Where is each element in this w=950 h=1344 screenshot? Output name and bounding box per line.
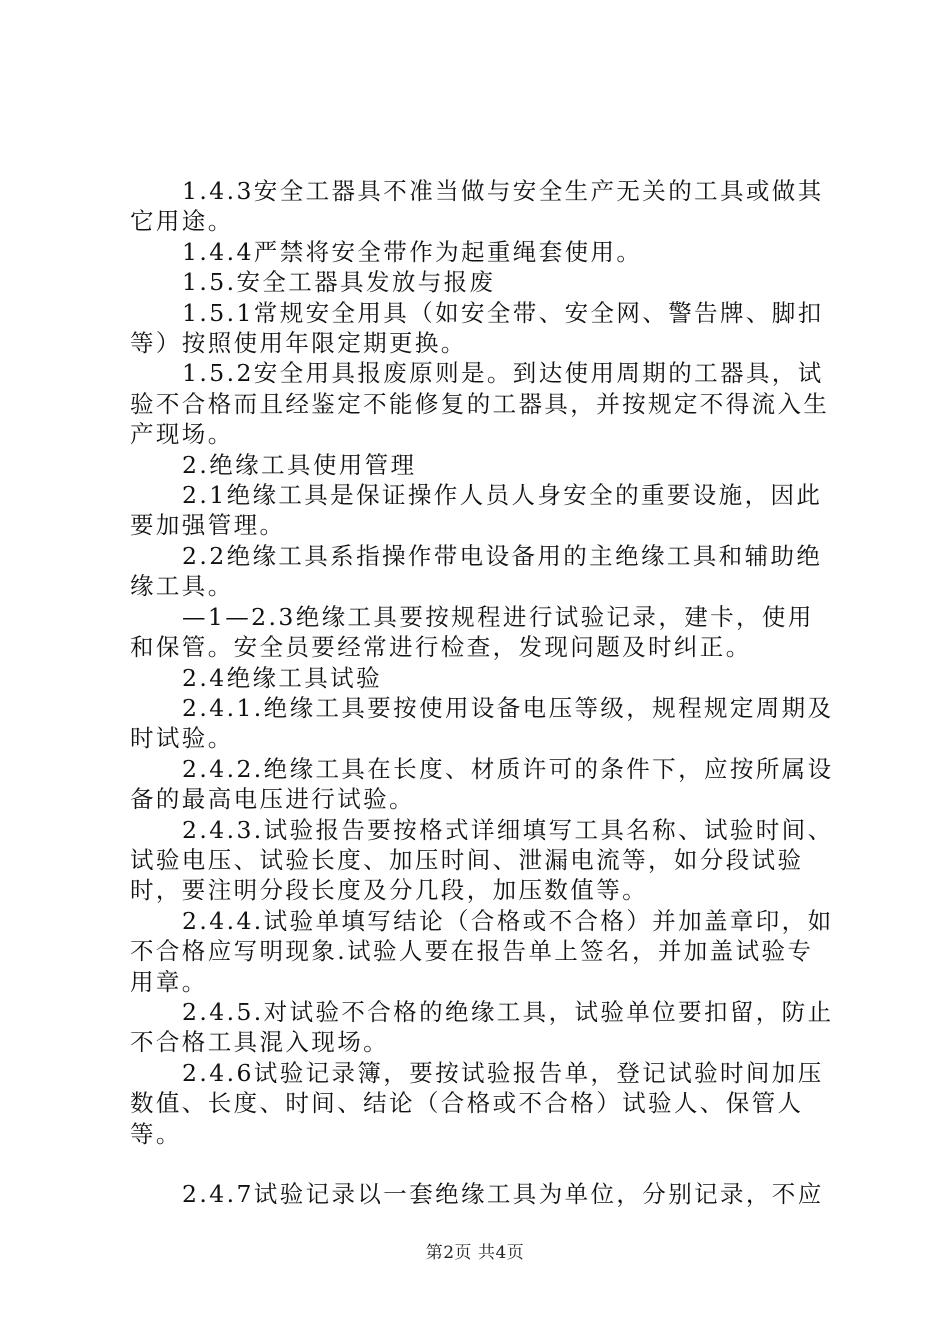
paragraph-2-4-1: 2.4.1.绝缘工具要按使用设备电压等级，规程规定周期及时试验。	[130, 693, 834, 753]
document-body	[130, 176, 835, 1209]
paragraph-2-4-2: 2.4.2.绝缘工具在长度、材质许可的条件下，应按所属设备的最高电压进行试验。	[130, 754, 834, 814]
paragraph-2-4-6: 2.4.6试验记录簿，要按试验报告单，登记试验时间加压数值、长度、时间、结论（合格或不合格）试验人、保管人等。	[130, 1058, 824, 1148]
paragraph-1-4-4: 1.4.4严禁将安全带作为起重绳套使用。	[182, 237, 643, 266]
heading-1-5: 1.5.安全工器具发放与报废	[182, 268, 496, 297]
paragraph-2-4-5: 2.4.5.对试验不合格的绝缘工具，试验单位要扣留，防止不合格工具混入现场。	[130, 997, 834, 1057]
paragraph-2-2: 2.2绝缘工具系指操作带电设备用的主绝缘工具和辅助绝缘工具。	[130, 541, 823, 601]
paragraph-2-4-3: 2.4.3.试验报告要按格式详细填写工具名称、试验时间、试验电压、试验长度、加压时间、泄漏电流等，如分段试验时，要注明分段长度及分几段，加压数值等。	[130, 815, 834, 905]
paragraph-2-4-4: 2.4.4.试验单填写结论（合格或不合格）并加盖章印，如不合格应写明现象.试验人要在报告单上签名，并加盖试验专用章。	[130, 906, 834, 996]
heading-2-4: 2.4绝缘工具试验	[182, 663, 382, 692]
paragraph-1-4-3: 1.4.3安全工器具不准当做与安全生产无关的工具或做其它用途。	[130, 177, 824, 236]
paragraph-1-5-1: 1.5.1常规安全用具（如安全带、安全网、警告牌、脚扣等）按照使用年限定期更换。	[130, 298, 824, 358]
paragraph-2-4-7: 2.4.7试验记录以一套绝缘工具为单位，分别记录，不应	[182, 1180, 824, 1208]
page-number-footer: 第2页 共4页	[425, 1243, 525, 1263]
heading-2: 2.绝缘工具使用管理	[182, 450, 417, 479]
paragraph-2-1: 2.1绝缘工具是保证操作人员人身安全的重要设施，因此要加强管理。	[130, 481, 823, 540]
paragraph-2-3: —1—2.3绝缘工具要按规程进行试验记录，建卡，使用和保管。安全员要经常进行检查，发现问题及时纠正。	[130, 602, 814, 662]
paragraph-1-5-2: 1.5.2安全用具报废原则是。到达使用周期的工器具，试验不合格而且经鉴定不能修复的工器具，并按规定不得流入生产现场。	[130, 359, 830, 449]
